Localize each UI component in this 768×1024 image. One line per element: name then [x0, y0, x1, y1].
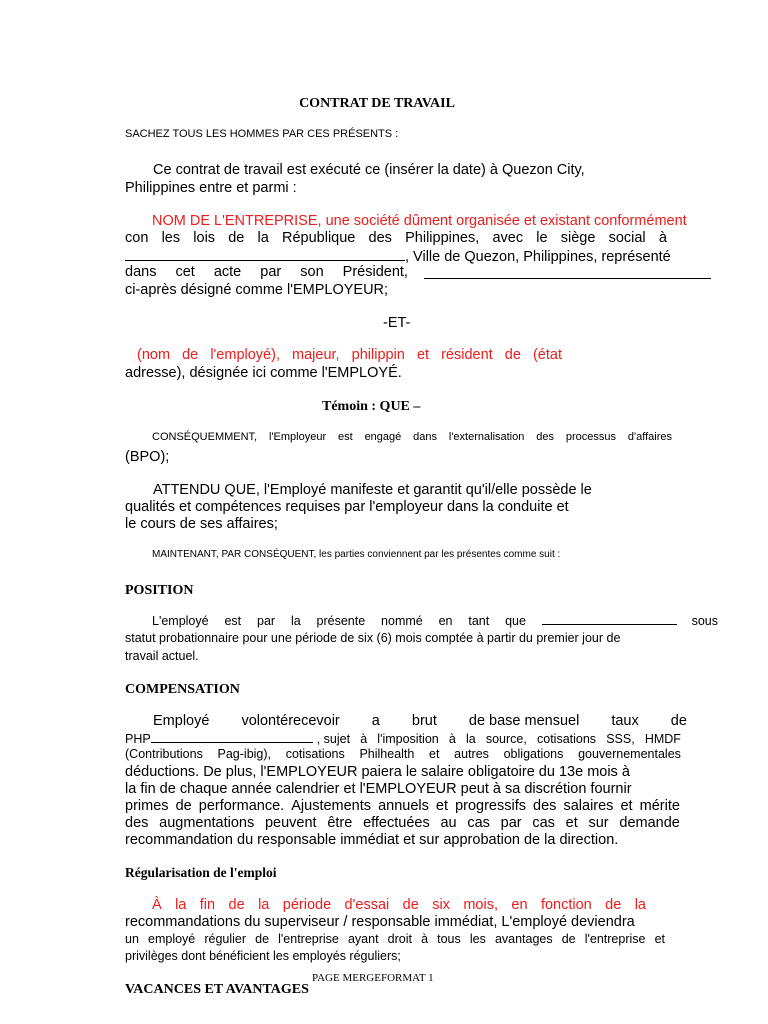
- employer-line3: [125, 247, 671, 265]
- word: la: [258, 897, 270, 913]
- word: dans: [413, 431, 438, 443]
- compensation-line7: [125, 815, 680, 831]
- word: cas: [467, 815, 490, 831]
- word: CONSÉQUEMMENT,: [152, 431, 258, 443]
- word: de: [228, 897, 245, 913]
- regularisation-line4: privilèges dont bénéficient les employés réguliers;: [125, 949, 401, 963]
- salary-blank[interactable]: [151, 731, 313, 743]
- word: dans: [125, 264, 157, 280]
- et-separator: -ET-: [383, 315, 411, 331]
- word: de: [561, 932, 576, 946]
- word: être: [327, 815, 353, 831]
- word: autres: [454, 747, 489, 761]
- word: de: [182, 347, 199, 363]
- word: de: [228, 230, 245, 246]
- word: un: [125, 932, 139, 946]
- word: L'employé: [152, 614, 209, 628]
- whereas2-line3: le cours de ses affaires;: [125, 516, 278, 532]
- word: Employé: [153, 713, 210, 729]
- employee-line2: adresse), désignée ici comme l'EMPLOYÉ.: [125, 365, 402, 381]
- word: cas: [532, 815, 555, 831]
- word: à: [448, 732, 456, 746]
- word: en: [511, 897, 528, 913]
- word: son: [300, 264, 324, 280]
- compensation-line5: la fin de chaque année calendrier et l'EMPLOYEUR peut à sa discrétion fournir: [125, 781, 632, 797]
- compensation-heading: COMPENSATION: [125, 682, 240, 697]
- word: l'Employeur: [269, 431, 327, 443]
- word: les: [469, 932, 486, 946]
- word: la: [465, 732, 476, 746]
- word: tous: [437, 932, 461, 946]
- word: droit: [387, 932, 412, 946]
- word: employé: [148, 932, 196, 946]
- word: de: [402, 897, 419, 913]
- word: de: [255, 932, 270, 946]
- word: la: [634, 897, 646, 913]
- word: l'imposition: [377, 732, 439, 746]
- position-line2: statut probationnaire pour une période de six (6) mois comptée à partir du premier jour de: [125, 631, 621, 645]
- word: siège: [560, 230, 596, 246]
- word: par: [257, 614, 276, 628]
- whereas1-line1: [152, 431, 672, 443]
- word: taux: [611, 713, 639, 729]
- word: des: [368, 230, 392, 246]
- whereas1-line2: (BPO);: [125, 449, 170, 465]
- word: le: [536, 230, 548, 246]
- employee-line1: [137, 347, 562, 363]
- word: présente: [316, 614, 366, 628]
- word: et: [654, 932, 665, 946]
- employer-line5: ci-après désigné comme l'EMPLOYEUR;: [125, 282, 389, 298]
- word: engagé: [364, 431, 402, 443]
- word: résident: [441, 347, 493, 363]
- word: de base mensuel: [468, 713, 580, 729]
- regularisation-heading: Régularisation de l'emploi: [125, 865, 277, 880]
- word: l'entreprise: [584, 932, 646, 946]
- word: de: [670, 713, 687, 729]
- position-line3: travail actuel.: [125, 649, 199, 663]
- compensation-line3: [125, 747, 681, 761]
- word: progressifs: [455, 798, 526, 814]
- word: de: [504, 347, 521, 363]
- compensation-line2-words: [313, 732, 681, 746]
- word: par: [260, 264, 282, 280]
- word: de: [605, 897, 622, 913]
- word: que: [505, 614, 526, 628]
- word: régulier: [204, 932, 247, 946]
- position-line1: [152, 613, 718, 628]
- word: SSS,: [606, 732, 635, 746]
- word: sous: [691, 614, 718, 628]
- word: par: [500, 815, 522, 831]
- word: et: [435, 798, 449, 814]
- word: lois: [193, 230, 216, 246]
- compensation-line1: [153, 713, 687, 729]
- word: cotisations: [537, 732, 597, 746]
- word: con: [125, 230, 149, 246]
- position-heading: POSITION: [125, 583, 194, 598]
- word: annuels: [378, 798, 429, 814]
- witness-heading: Témoin : QUE –: [322, 399, 421, 414]
- word: augmentations: [159, 815, 255, 831]
- word: À: [152, 897, 162, 913]
- para1-line1: Ce contrat de travail est exécuté ce (insérer la date) à Quezon City,: [153, 162, 585, 178]
- now-therefore-line: MAINTENANT, PAR CONSÉQUENT, les parties conviennent par les présentes comme suit :: [152, 549, 561, 560]
- whereas2-line2: qualités et compétences requises par l'employeur dans la conduite et: [125, 499, 569, 515]
- word: Philippines,: [405, 230, 480, 246]
- word: de: [175, 798, 192, 814]
- whereas2-line1: ATTENDU QUE, l'Employé manifeste et garantit qu'il/elle possède le: [153, 482, 592, 498]
- word: a: [371, 713, 380, 729]
- document-title: CONTRAT DE TRAVAIL: [299, 96, 455, 111]
- position-line1-words: [152, 614, 526, 628]
- word: mérite: [639, 798, 680, 814]
- word: majeur,: [292, 347, 340, 363]
- word: volontérecevoir: [241, 713, 340, 729]
- compensation-line6: [125, 798, 680, 814]
- word: philippin: [351, 347, 405, 363]
- word: acte: [213, 264, 242, 280]
- word: cotisations: [285, 747, 345, 761]
- word: à: [360, 732, 368, 746]
- word: Pag-ibig),: [217, 747, 272, 761]
- word: salaires: [563, 798, 614, 814]
- word: brut: [411, 713, 437, 729]
- word: six: [432, 897, 450, 913]
- word: d'essai: [344, 897, 390, 913]
- word: des: [533, 798, 557, 814]
- employer-line3-tail: , Ville de Quezon, Philippines, représenté: [405, 249, 671, 265]
- job-title-blank[interactable]: [542, 613, 677, 625]
- word: cet: [175, 264, 195, 280]
- regularisation-line1: [152, 897, 646, 913]
- president-blank[interactable]: [424, 264, 711, 279]
- word: la: [175, 897, 187, 913]
- compensation-line4: déductions. De plus, l'EMPLOYEUR paiera le salaire obligatoire du 13e mois à: [125, 764, 630, 780]
- word: performance.: [198, 798, 285, 814]
- word: l'externalisation: [448, 431, 525, 443]
- word: obligations: [503, 747, 564, 761]
- word: en: [438, 614, 453, 628]
- word: est: [224, 614, 242, 628]
- page-footer-field: PAGE MERGEFORMAT 1: [312, 972, 434, 984]
- word: , sujet: [316, 732, 351, 746]
- word: (nom: [137, 347, 171, 363]
- word: fin: [199, 897, 216, 913]
- word: est: [338, 431, 353, 443]
- para1-line2: Philippines entre et parmi :: [125, 180, 297, 196]
- employer-name-line: NOM DE L'ENTREPRISE, une société dûment organisée et existant conformément: [152, 213, 687, 229]
- word: ayant: [347, 932, 379, 946]
- word: la: [257, 230, 269, 246]
- word: l'entreprise: [278, 932, 339, 946]
- word: période: [282, 897, 332, 913]
- currency-label: PHP: [125, 732, 151, 746]
- word: à: [421, 932, 429, 946]
- word: fonction: [540, 897, 592, 913]
- word: les: [161, 230, 181, 246]
- word: la: [290, 614, 301, 628]
- word: social: [608, 230, 646, 246]
- compensation-line8: recommandation du responsable immédiat et sur approbation de la direction.: [125, 832, 619, 848]
- word: mois,: [463, 897, 498, 913]
- word: des: [536, 431, 554, 443]
- word: et: [416, 347, 430, 363]
- compensation-line2: [125, 731, 681, 746]
- word: HMDF: [644, 732, 681, 746]
- word: d'affaires: [627, 431, 672, 443]
- word: l'employé),: [210, 347, 280, 363]
- word: nommé: [381, 614, 423, 628]
- word: effectuées: [363, 815, 430, 831]
- intro-line: SACHEZ TOUS LES HOMMES PAR CES PRÉSENTS :: [125, 128, 399, 140]
- word: au: [440, 815, 457, 831]
- employer-line4: [125, 264, 408, 280]
- regularisation-line2: recommandations du superviseur / responsable immédiat, L'employé deviendra: [125, 914, 635, 930]
- word: (Contributions: [125, 747, 203, 761]
- word: Ajustements: [291, 798, 372, 814]
- word: source,: [485, 732, 527, 746]
- word: à: [658, 230, 667, 246]
- word: primes: [125, 798, 169, 814]
- word: gouvernementales: [578, 747, 681, 761]
- word: avantages: [494, 932, 553, 946]
- word: Président,: [342, 264, 408, 280]
- word: des: [125, 815, 149, 831]
- word: (état: [532, 347, 562, 363]
- word: avec: [492, 230, 524, 246]
- word: peuvent: [264, 815, 317, 831]
- word: processus: [565, 431, 617, 443]
- word: Philhealth: [359, 747, 415, 761]
- regularisation-line3: [125, 932, 665, 946]
- word: et: [429, 747, 440, 761]
- address-blank[interactable]: [125, 247, 405, 261]
- word: demande: [619, 815, 680, 831]
- word: et: [565, 815, 578, 831]
- employer-line2: [125, 230, 667, 246]
- word: tant: [468, 614, 490, 628]
- word: et: [620, 798, 633, 814]
- word: sur: [588, 815, 609, 831]
- vacances-heading: VACANCES ET AVANTAGES: [125, 982, 309, 997]
- word: République: [282, 230, 356, 246]
